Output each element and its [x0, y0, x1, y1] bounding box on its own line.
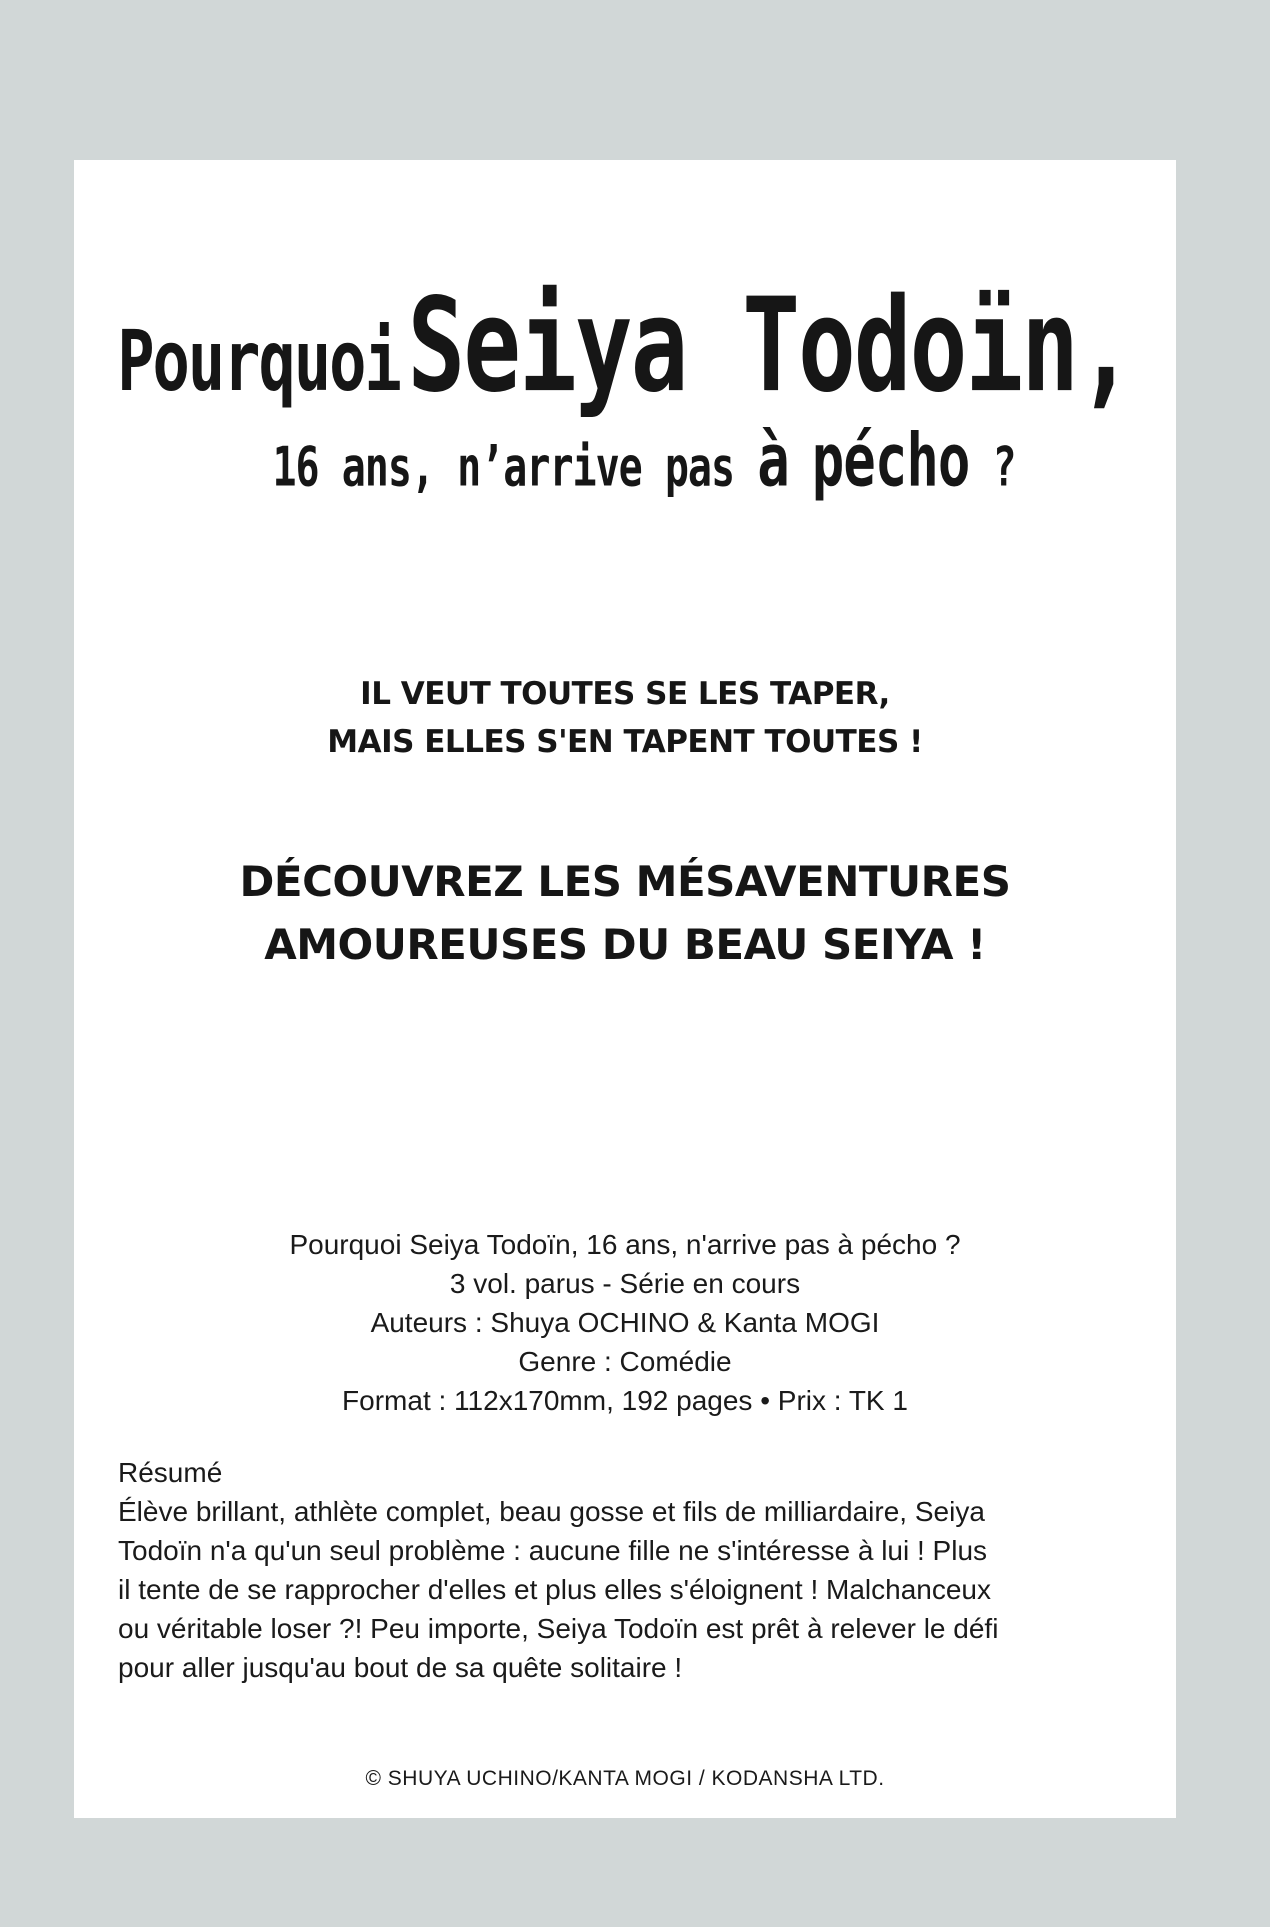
tagline-primary	[74, 670, 1176, 766]
info-volumes: 3 vol. parus - Série en cours	[449, 1268, 801, 1299]
summary-line: pour aller jusqu'au bout de sa quête solitaire !	[118, 1652, 683, 1683]
summary-line: Élève brillant, athlète complet, beau gosse et fils de milliardaire, Seiya	[118, 1496, 985, 1527]
summary-line: il tente de se rapprocher d'elles et plus elles s'éloignent ! Malchanceux	[118, 1574, 991, 1605]
title-subtitle-pecho: pécho	[811, 418, 970, 504]
info-format: Format : 112x170mm, 192 pages • Prix : TK 1	[342, 1385, 908, 1416]
tagline-secondary	[74, 850, 1176, 976]
info-title: Pourquoi Seiya Todoïn, 16 ans, n'arrive pas à pécho ?	[289, 1229, 961, 1260]
flyer-page	[74, 160, 1176, 1818]
title-subtitle-question: ?	[992, 436, 1016, 499]
summary-line: Todoïn n'a qu'un seul problème : aucune fille ne s'intéresse à lui ! Plus	[118, 1535, 988, 1566]
summary	[118, 1453, 1138, 1687]
title-line-1	[74, 270, 1176, 421]
summary-line: ou véritable loser ?! Peu importe, Seiya Todoïn est prêt à relever le défi	[118, 1613, 999, 1644]
title-subtitle-start: 16 ans, n’arrive pas	[272, 436, 735, 499]
summary-heading: Résumé	[118, 1457, 223, 1488]
title-name: Seiya Todoïn,	[407, 270, 1133, 422]
tagline-primary-line: MAIS ELLES S'EN TAPENT TOUTES !	[327, 724, 923, 760]
series-info	[74, 1225, 1176, 1420]
tagline-primary-line: IL VEUT TOUTES SE LES TAPER,	[360, 676, 890, 712]
title-subtitle-a: à	[757, 418, 789, 504]
tagline-secondary-line: DÉCOUVREZ LES MÉSAVENTURES	[239, 857, 1011, 906]
copyright-notice: © SHUYA UCHINO/KANTA MOGI / KODANSHA LTD.	[365, 1767, 885, 1790]
info-authors: Auteurs : Shuya OCHINO & Kanta MOGI	[370, 1307, 880, 1338]
info-genre: Genre : Comédie	[518, 1346, 732, 1377]
series-title	[74, 270, 1176, 510]
title-word-pourquoi: Pourquoi	[117, 311, 400, 411]
title-line-2	[244, 418, 1044, 503]
tagline-secondary-line: AMOUREUSES DU BEAU SEIYA !	[264, 920, 986, 969]
